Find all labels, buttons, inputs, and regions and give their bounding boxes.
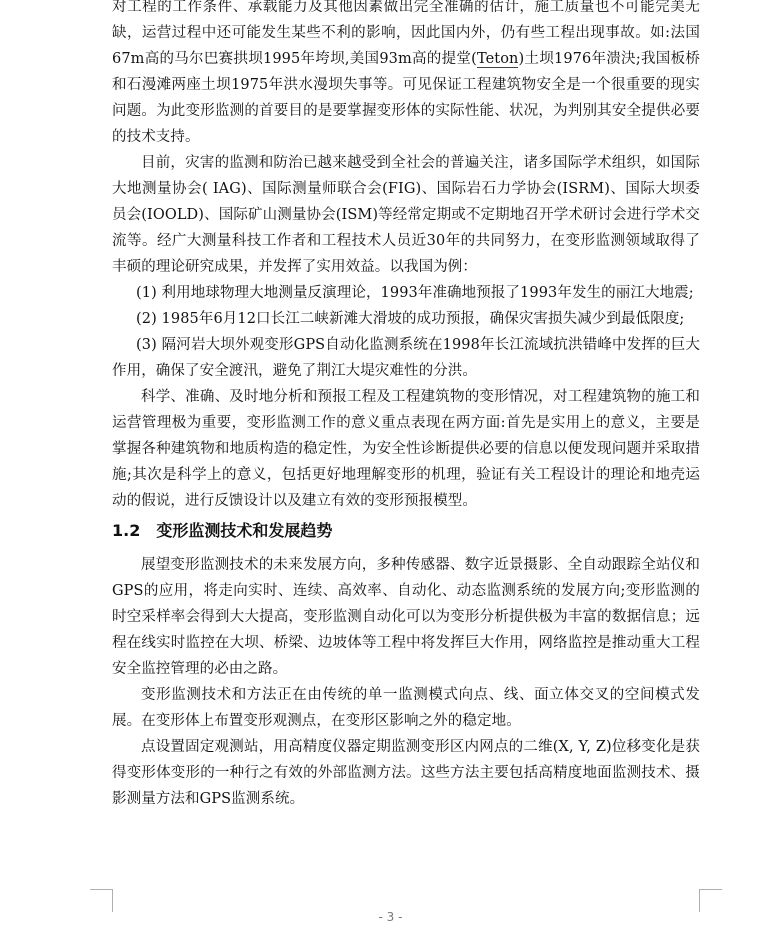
page-number: - 3 -: [378, 910, 403, 924]
paragraph-international-orgs: 目前，灾害的监测和防治已越来越受到全社会的普遍关注，诸多国际学术组织，如国际大地测量协会( IAG)、国际测量师联合会(FIG)、国际岩石力学协会(ISRM)、国际大坝委员会(IOOLD)、国际矿山测量协会(ISM)等经常定期或不定期地召开学术研讨会进行学术交流等。经广大测量科技工作者和工程技术人员近30年的共同努力，在变形监测领域取得了丰硕的理论研究成果，并发挥了实用效益。以我国为例：: [112, 155, 700, 275]
paragraph-monitoring-methods: 点设置固定观测站，用高精度仪器定期监测变形区内网点的二维(X, Y, Z)位移变化是获得变形体变形的一种行之有效的外部监测方法。这些方法主要包括高精度地面监测技术、摄影测量方法和GPS监测系统。: [112, 739, 700, 807]
term-teton: Teton: [476, 51, 519, 67]
document-body: [112, 0, 700, 812]
list-item-3: (3) 隔河岩大坝外观变形GPS自动化监测系统在1998年长江流域抗洪错峰中发挥的巨大作用，确保了安全渡汛，避免了荆江大堤灾难性的分洪。: [112, 337, 700, 379]
paragraph-spatial-mode: 变形监测技术和方法正在由传统的单一监测模式向点、线、面立体交叉的空间模式发展。在变形体上布置变形观测点，在变形区影响之外的稳定地。: [112, 687, 700, 729]
paragraph-future-trends: 展望变形监测技术的未来发展方向，多种传感器、数字近景摄影、全自动跟踪全站仪和GPS的应用，将走向实时、连续、高效率、自动化、动态监测系统的发展方向;变形监测的时空采样率会得到大大提高，变形监测自动化可以为变形分析提供极为丰富的数据信息；远程在线实时监控在大坝、桥梁、边坡体等工程中将发挥巨大作用，网络监控是推动重大工程安全监控管理的必由之路。: [112, 557, 700, 677]
section-number: 1.2: [112, 521, 141, 540]
section-heading: [112, 516, 700, 546]
margin-corner-mark-left: [90, 889, 113, 912]
list-item-1: (1) 利用地球物理大地测量反演理论，1993年准确地预报了1993年发生的丽江大地震;: [136, 285, 694, 301]
list-item-2: (2) 1985年6月12口长江二峡新滩大滑坡的成功预报，确保灾害损失减少到最低限度;: [136, 311, 685, 327]
paragraph-significance: 科学、准确、及时地分析和预报工程及工程建筑物的变形情况，对工程建筑物的施工和运营管理极为重要，变形监测工作的意义重点表现在两方面:首先是实用上的意义，主要是掌握各种建筑物和地质构造的稳定性，为安全性诊断提供必要的信息以便发现问题并采取措施;其次是科学上的意义，包括更好地理解变形的机理，验证有关工程设计的理论和地壳运动的假说，进行反馈设计以及建立有效的变形预报模型。: [112, 389, 700, 509]
paragraph-dam-failures: 对工程的工作条件、承载能力及其他因素做出完全准确的估计，施工质量也不可能完美无缺，运营过程中还可能发生某些不利的影响，因此国内外，仍有些工程出现事故。如:法国67m高的马尔巴赛拱坝1995年垮坝,美国93m高的提堂(Teton)土坝1976年溃決;我国板桥和石漫滩两座土坝1975年洪水漫坝失事等。可见保证工程建筑物安全是一个很重要的现实问题。为此变形监测的首要目的是要掌握变形体的实际性能、状况，为判别其安全提供必要的技术支持。: [112, 0, 700, 145]
margin-corner-mark-right: [699, 889, 722, 912]
section-title: 变形监测技术和发展趋势: [156, 521, 333, 540]
